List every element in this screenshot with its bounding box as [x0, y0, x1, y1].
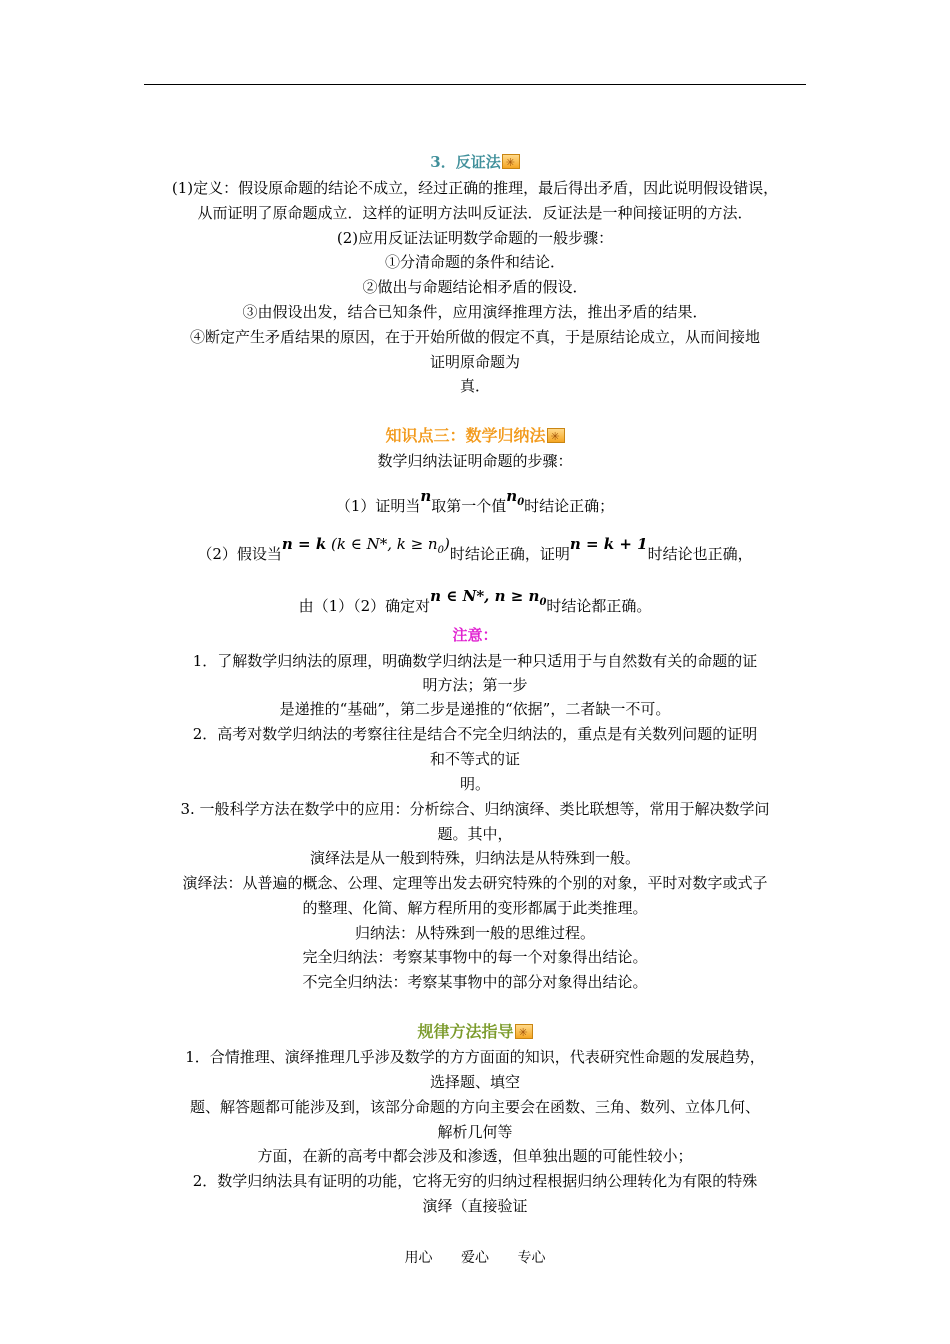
knowledge3-title: 知识点三：数学归纳法: [385, 426, 546, 445]
text-line: 证明原命题为: [429, 353, 520, 371]
text-line: 1．合情推理、演绎推理几乎涉及数学的方方面面的知识，代表研究性命题的发展趋势，: [185, 1048, 765, 1066]
induction-step-2: [160, 534, 790, 564]
text-line: ①分清命题的条件和结论．: [384, 253, 565, 271]
text-line: 2．数学归纳法具有证明的功能，它将无穷的归纳过程根据归纳公理转化为有限的特殊: [192, 1172, 758, 1190]
text-line: 完全归纳法：考察某事物中的每一个对象得出结论。: [302, 948, 648, 966]
step-text: 时结论都正确。: [546, 597, 652, 615]
section-title: [160, 625, 790, 645]
heading-icon: [515, 1024, 533, 1039]
step-text: 由（1）（2）确定对: [298, 597, 431, 615]
step-text: 时结论正确；: [524, 497, 615, 515]
text-line: 题。其中，: [437, 825, 513, 843]
math-formula: n ∈ N*, n ≥ n0: [430, 587, 547, 608]
header-rule: [144, 84, 806, 85]
methods-title: 规律方法指导: [417, 1022, 514, 1041]
step-text: 取第一个值: [431, 497, 507, 515]
step-text: 时结论正确，证明: [449, 545, 570, 563]
text-line: 的整理、化简、解方程所用的变形都属于此类推理。: [302, 899, 648, 917]
section-title: [160, 1022, 790, 1042]
text-line: 不完全归纳法：考察某事物中的部分对象得出结论。: [302, 973, 648, 991]
text-line: 归纳法：从特殊到一般的思维过程。: [354, 924, 595, 942]
text-line: (1)定义：假设原命题的结论不成立，经过正确的推理，最后得出矛盾，因此说明假设错误，: [171, 179, 779, 197]
heading-icon: [547, 428, 565, 443]
text-line: 数学归纳法证明命题的步骤：: [377, 452, 573, 470]
text-line: 是递推的“基础”，第二步是递推的“依据”，二者缺一不可。: [279, 700, 671, 718]
text-line: 从而证明了原命题成立．这样的证明方法叫反证法．反证法是一种间接证明的方法．: [197, 204, 753, 222]
step-text: （1）证明当: [335, 497, 421, 515]
induction-step-1: [160, 486, 790, 516]
text-line: 演绎（直接验证: [422, 1197, 528, 1215]
text-line: 真．: [459, 377, 490, 395]
step-text: 时结论也正确，: [647, 545, 753, 563]
text-line: 选择题、填空: [429, 1073, 520, 1091]
text-line: 演绎法：从普遍的概念、公理、定理等出发去研究特殊的个别的对象，平时对数字或式子: [182, 874, 768, 892]
text-line: 演绎法是从一般到特殊，归纳法是从特殊到一般。: [309, 849, 640, 867]
math-formula: n: [420, 487, 432, 505]
math-formula: n0: [506, 487, 525, 508]
math-formula: n = k + 1: [569, 535, 648, 553]
text-line: 2．高考对数学归纳法的考察往往是结合不完全归纳法的，重点是有关数列问题的证明: [192, 725, 758, 743]
text-line: 明。: [459, 775, 490, 793]
text-line: (2)应用反证法证明数学命题的一般步骤：: [336, 229, 614, 247]
section3-title: 3．反证法: [430, 153, 501, 171]
text-line: 解析几何等: [437, 1123, 513, 1141]
math-formula: (k ∈ N*, k ≥ n0): [331, 535, 450, 556]
section-title: [160, 152, 790, 172]
section-title: [160, 426, 790, 446]
text-line: ④断定产生矛盾结果的原因，在于开始所做的假定不真，于是原结论成立，从而间接地: [189, 328, 760, 346]
note-title: 注意：: [452, 626, 498, 644]
page-footer: 用心 爱心 专心: [404, 1250, 546, 1266]
text-line: 1．了解数学归纳法的原理，明确数学归纳法是一种只适用于与自然数有关的命题的证: [192, 652, 758, 670]
text-line: 题、解答题都可能涉及到，该部分命题的方向主要会在函数、三角、数列、立体几何、: [189, 1098, 760, 1116]
text-line: 明方法；第一步: [422, 676, 528, 694]
induction-step-3: [160, 586, 790, 616]
text-line: 和不等式的证: [429, 750, 520, 768]
step-text: （2）假设当: [197, 545, 282, 563]
text-line: 3. 一般科学方法在数学中的应用：分析综合、归纳演绎、类比联想等，常用于解决数学问: [180, 800, 770, 818]
math-formula: n = k: [281, 535, 327, 553]
text-line: ③由假设出发，结合已知条件，应用演绎推理方法，推出矛盾的结果．: [242, 303, 708, 321]
text-line: 方面，在新的高考中都会涉及和渗透，但单独出题的可能性较小；: [257, 1147, 693, 1165]
heading-icon: [502, 154, 520, 169]
text-line: ②做出与命题结论相矛盾的假设．: [362, 278, 588, 296]
